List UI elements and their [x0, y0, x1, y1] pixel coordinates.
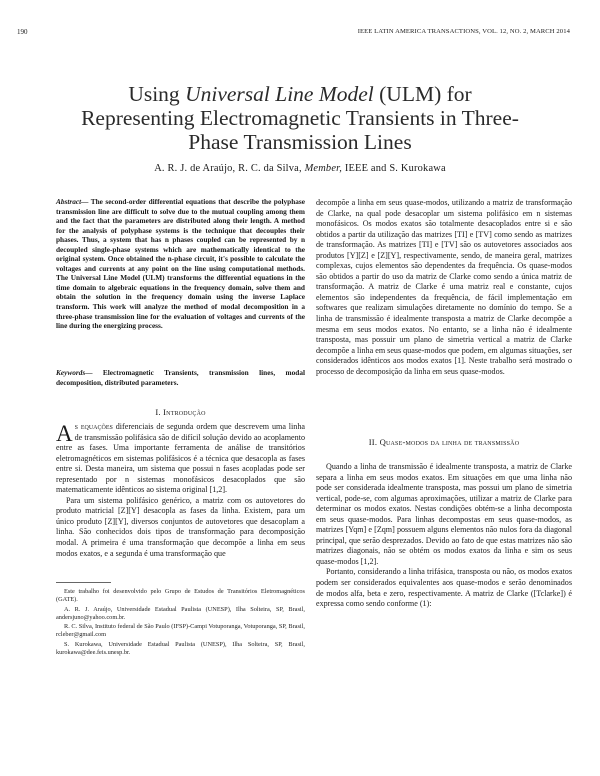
title-line-2: Representing Electromagnetic Transients in Three-	[81, 106, 519, 130]
section-heading-quase-modos: II. Quase-modos da linha de transmissão	[368, 437, 520, 447]
running-header: IEEE LATIN AMERICA TRANSACTIONS, VOL. 12, NO. 2, MARCH 2014	[357, 28, 570, 35]
footnote-author-1: A. R. J. Araújo, Universidade Estadual Paulista (UNESP), Ilha Solteira, SP, Brasil, andersjuno@yahoo.com.br.	[56, 605, 305, 621]
title-line-1: Using Universal Line Model (ULM) for	[128, 82, 472, 106]
footnote-rule	[56, 582, 111, 583]
section-heading-introduction: I. Introdução	[155, 407, 206, 417]
introduction-body	[56, 422, 305, 559]
intro-paragraph-2: Para um sistema polifásico genérico, a matriz com os autovetores do produto matricial [Z][Y] desacopla as fases da linha. Existem, para um único produto [Z][Y], diversos conjuntos de autovetores que desacoplam a linha. São conhecidos dois tipos de transformação para decomposição modal. A primeira é uma transformação que decompõe a linha em seus modos exatos, e a segunda é uma transformação que	[56, 495, 305, 558]
footnote-author-3: S. Kurokawa, Universidade Estadual Paulista (UNESP), Ilha Solteira, SP, Brasil, kurokawa@dee.feis.unesp.br.	[56, 640, 305, 657]
intro-paragraph-1: As equações diferenciais de segunda ordem que descrevem uma linha de transmissão polifásica são de difícil solução devido ao acoplamento entre as fases. Uma importante ferramenta de análise de transitórios eletromagnéticos em sistemas polifásicos é a técnica que desacopla as fases entre si. Desta maneira, um sistema que possui n fases acopladas pode ser representado por n sistemas monofásicos desacoplados que são matematicamente idênticos ao sistema original [1,2].	[56, 421, 305, 495]
section2-paragraph-2: Portanto, considerando a linha trifásica, transposta ou não, os modos exatos podem ser considerados equivalentes aos quase-modos e serão denominados de modos alfa, beta e zero, respectivamente. A matriz de Clarke ([Tclarke]) é expressa como sendo conforme (1):	[316, 567, 572, 609]
drop-cap: A	[56, 421, 73, 446]
footnotes	[56, 588, 305, 658]
footnote-funding: Este trabalho foi desenvolvido pelo Grupo de Estudos de Transitórios Eletromagnéticos (GATE).	[56, 588, 305, 604]
keywords	[56, 368, 305, 387]
right-column-continuation: decompõe a linha em seus quase-modos, utilizando a matriz de transformação de Clarke, na qual pode desacoplar um sistema polifásico em n sistemas monofásicos. Os modos exatos são totalmente desacoplados entre si e são obtidos a partir da utilização das matrizes [TI] e [TV] como sendo as matrizes de transformação. As matrizes [TI] e [TV] são os autovetores associados aos produtos [Y][Z] e [Z][Y], respectivamente, sendo, de maneira geral, matrizes complexas, cujos elementos são dependentes da frequência. Os quase-modos são obtidos a partir do uso da matriz de Clarke como sendo a única matriz de transformação. A matriz de Clarke é uma matriz real e constante, cujos elementos são independentes da frequência, de fácil implementação em softwares que realizam simulações diretamente no domínio do tempo. Se a linha de transmissão é idealmente transposta a matriz de Clarke decompõe a mesma em seus modos exatos. No entanto, se a linha não é idealmente transposta, mas possuir um plano de simetria vertical a matriz de Clarke decompõe a linha em seus quase-modos que podem, em algumas situações, ser considerados idênticos aos modos exatos [1]. Neste trabalho será mostrado o processo de decomposição da linha em seus quase-modos.	[316, 198, 572, 376]
author-list: A. R. J. de Araújo, R. C. da Silva, Member, IEEE and S. Kurokawa	[154, 163, 446, 174]
keywords-text: Electromagnetic Transients, transmission lines, modal decomposition, distributed parameters.	[56, 368, 305, 387]
page-number: 190	[17, 28, 28, 36]
section2-body	[316, 462, 572, 610]
abstract-text: The second-order differential equations that describe the polyphase transmission line are difficult to solve due to the mutual coupling among them and the fact that the parameters are distributed along their length. A method for the analysis of polyphase systems is the technique that decouples their phases. Thus, a system that has n phases coupled can be represented by n decoupled single-phase systems which are mathematically identical to the original system. Once obtained the n-phase circuit, it's possible to calculate the voltages and currents at any point on the line using computational methods. The Universal Line Model (ULM) transforms the differential equations in the time domain to algebraic equations in the frequency domain, solve them and obtain the solution in the frequency domain using the inverse Laplace transform. This work will analyze the method of modal decomposition in a three-phase transmission line for the evaluation of voltages and currents of the line during the energizing process.	[56, 197, 305, 331]
abstract-lead: Abstract—	[56, 197, 89, 206]
footnote-author-2: R. C. Silva, Instituto federal de São Paulo (IFSP)-Campi Votuporanga, Votuporanga, SP, Brasil, rcleber@gmail.com	[56, 623, 305, 639]
keywords-lead: Keywords—	[56, 368, 93, 377]
section2-paragraph-1: Quando a linha de transmissão é idealmente transposta, a matriz de Clarke separa a linha em seus modos exatos. Em situações em que uma linha não pode ser considerada idealmente transposta, mas possui um plano de simetria vertical, pode-se, com algumas aproximações, utilizar a matriz de Clarke para determinar os modos exatos. Nestas condições obtém-se a linha decomposta em seus quase-modos. Para linhas decompostas em seus quase-modos, as matrizes [Yqm] e [Zqm] possuem alguns elementos não nulos fora da diagonal principal, que serão desprezados. Devido ao fato de que estas matrizes não são matrizes diagonais, não se obtém os modos exatos da linha e sim os seus quase-modos [1,2].	[316, 462, 572, 566]
paper-title	[30, 82, 570, 154]
title-line-3: Phase Transmission Lines	[188, 130, 412, 154]
abstract	[56, 197, 305, 331]
